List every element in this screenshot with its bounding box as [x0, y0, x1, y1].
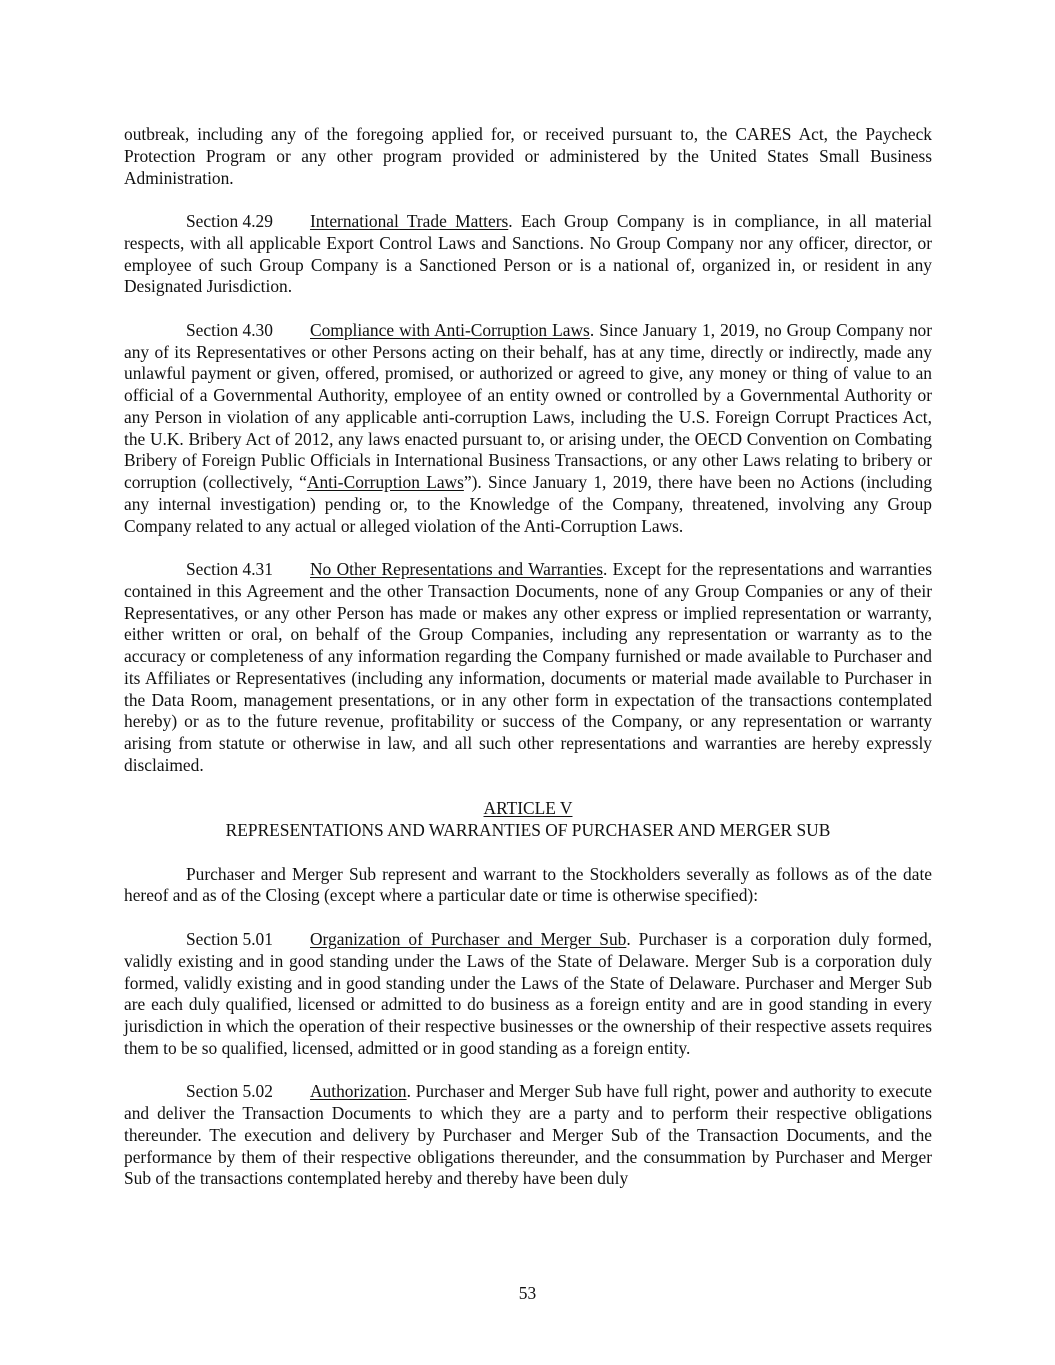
section-text: . Purchaser is a corporation duly formed, validly existing and in good standing under the Laws of the State of Delaware. Merger Sub is a corporation duly formed, validly existing and in good standing under the Laws of the State of Delaware. Purchaser and Merger Sub are each duly qualified, licensed or admitted to do business as a foreign entity and are in good standing in every jurisdiction in which the operation of their respective businesses or the ownership of their respective assets requires them to be so qualified, licensed, admitted or in good standing as a foreign entity. — [124, 929, 932, 1058]
section-title: No Other Representations and Warranties — [310, 559, 603, 580]
section-title: Authorization — [310, 1081, 407, 1102]
article-heading — [124, 798, 932, 842]
article-label — [124, 798, 932, 820]
section-text: . Since January 1, 2019, no Group Company nor any of its Representatives or other Persons acting on their behalf, has at any time, directly or indirectly, made any unlawful payment or given, offered, promised, or authorized or agreed to give, any money or thing of value to an official of a Governmental Authority, employee of an entity owned or controlled by a Governmental Authority or any Person in violation of any applicable anti-corruption Laws, including the U.S. Foreign Corrupt Practices Act, the U.K. Bribery Act of 2012, any laws enacted pursuant to, or arising under, the OECD Convention on Combating Bribery of Foreign Public Officials in International Business Transactions, or any other Laws relating to bribery or corruption (collectively, “ — [124, 319, 933, 493]
section-title: Compliance with Anti-Corruption Laws — [310, 319, 590, 340]
section-4-29 — [124, 211, 932, 298]
page-number: 53 — [518, 1283, 537, 1303]
section-number: Section 4.29 — [186, 211, 273, 232]
section-number: Section 4.30 — [186, 319, 273, 340]
paragraph-continuation: outbreak, including any of the foregoing applied for, or received pursuant to, the CARES Act, the Paycheck Protection Program or any other program provided or administered by the United States Small Business Administration. — [124, 124, 932, 188]
section-number: Section 5.01 — [186, 929, 273, 950]
section-4-30 — [124, 320, 932, 538]
section-number: Section 4.31 — [186, 559, 273, 580]
section-text: . Except for the representations and warranties contained in this Agreement and the other Transaction Documents, none of any Group Companies or any of their Representatives, or any other Person has made or makes any other express or implied representation or warranty, either written or oral, on behalf of the Group Companies, including any representation or warranty as to the accuracy or completeness of any information regarding the Company furnished or made available to Purchaser and its Affiliates or Representatives (including any information, documents or material made available to Purchaser in the Data Room, management presentations, or in any other form in expectation of the transactions contemplated hereby) or as to the future revenue, profitability or success of the Company, or any representation or warranty arising from statute or otherwise in law, and all such other representations and warranties are hereby expressly disclaimed. — [124, 559, 932, 775]
article-intro: Purchaser and Merger Sub represent and warrant to the Stockholders severally as follows as of the date hereof and as of the Closing (except where a particular date or time is otherwise specified): — [124, 863, 932, 906]
section-title: Organization of Purchaser and Merger Sub — [310, 929, 627, 950]
document-page — [124, 124, 932, 1212]
section-5-02 — [124, 1081, 932, 1190]
section-4-31 — [124, 559, 932, 777]
section-text: . Purchaser and Merger Sub have full right, power and authority to execute and deliver the Transaction Documents to which they are a party and to perform their respective obligations thereunder. The execution and delivery by Purchaser and Merger Sub of the Transaction Documents, and the performance by them of their respective obligations thereunder, and the consummation by Purchaser and Merger Sub of the transactions contemplated hereby and thereby have been duly — [124, 1081, 932, 1189]
section-number: Section 5.02 — [186, 1081, 273, 1102]
article-number: ARTICLE V — [483, 798, 573, 819]
article-title: REPRESENTATIONS AND WARRANTIES OF PURCHASER AND MERGER SUB — [225, 820, 831, 841]
defined-term: Anti-Corruption Laws — [306, 472, 464, 493]
section-text-continued: ”). Since January 1, 2019, there have been no Actions (including any internal investigation) pending or, to the Knowledge of the Company, threatened, involving any Group Company related to any actual or alleged violation of the Anti-Corruption Laws. — [124, 472, 933, 536]
section-text: . Each Group Company is in compliance, in all material respects, with all applicable Export Control Laws and Sanctions. No Group Company nor any officer, director, or employee of such Group Company is a Sanctioned Person or is a national of, organized in, or resident in any Designated Jurisdiction. — [124, 211, 932, 297]
section-title: International Trade Matters — [310, 211, 509, 232]
section-5-01 — [124, 929, 932, 1060]
